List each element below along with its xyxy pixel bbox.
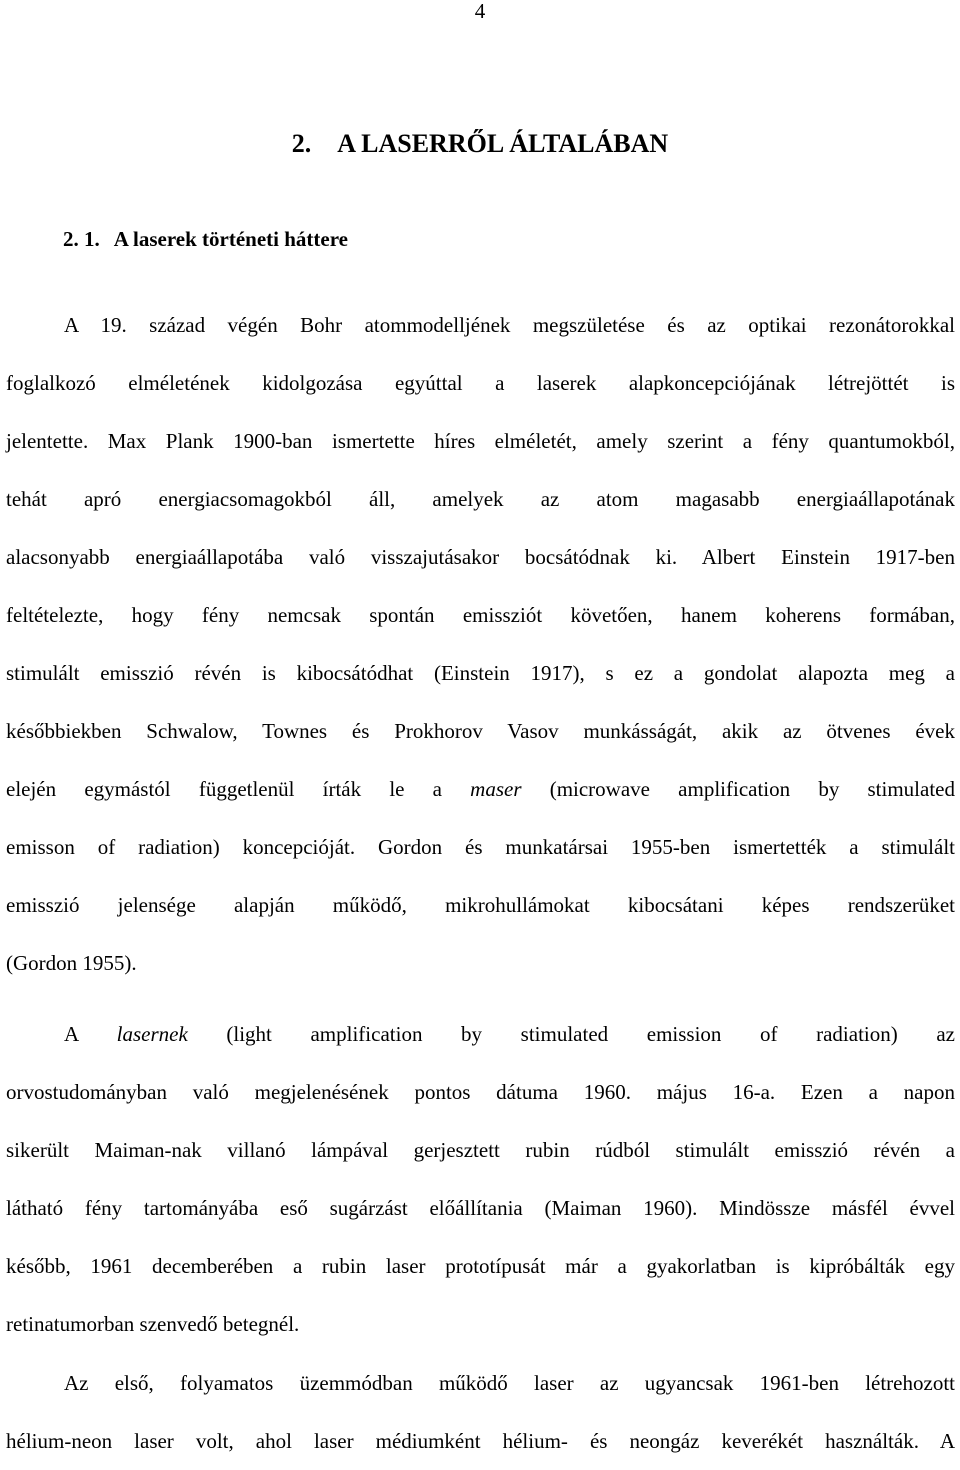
text-line: emisson of radiation) koncepcióját. Gordon és munkatársai 1955-ben ismertették a stimulált [6,835,955,859]
text-line: orvostudományban való megjelenésének pontos dátuma 1960. május 16-a. Ezen a napon [6,1080,955,1104]
text-line: foglalkozó elméletének kidolgozása egyúttal a laserek alapkoncepciójának létrejöttét is [6,371,955,395]
text-line: stimulált emisszió révén is kibocsátódhat (Einstein 1917), s ez a gondolat alapozta meg a [6,661,955,685]
text-segment: A [64,1022,117,1046]
text-line: későbbiekben Schwalow, Townes és Prokhorov Vasov munkásságát, akik az ötvenes évek [6,719,955,743]
section-title [63,224,348,254]
page-number: 4 [474,0,486,23]
text-line: Az első, folyamatos üzemmódban működő laser az ugyancsak 1961-ben létrehozott [64,1371,955,1395]
text-segment: (microwave amplification by stimulated [521,777,955,801]
text-segment: elején egymástól függetlenül írták le a [6,777,471,801]
text-line: hélium-neon laser volt, ahol laser médiumként hélium- és neongáz keverékét használták. A [6,1429,955,1453]
text-line: emisszió jelensége alapján működő, mikrohullámokat kibocsátani képes rendszerüket [6,893,955,917]
section-number: 2. 1. [63,227,100,251]
chapter-number: 2. [291,129,312,158]
chapter-title [0,127,960,161]
text-line: jelentette. Max Plank 1900-ban ismertette híres elméletét, amely szerint a fény quantumokból, [6,429,955,453]
italic-term-lasernek: lasernek [116,1022,188,1046]
text-segment: (light amplification by stimulated emission of radiation) az [187,1022,955,1046]
paragraph-3 [6,1354,955,1470]
text-line: tehát apró energiacsomagokból áll, amelyek az atom magasabb energiaállapotának [6,487,955,511]
chapter-title-text: A LASERRŐL ÁLTALÁBAN [337,129,669,158]
section-title-text: A laserek történeti háttere [113,227,348,251]
italic-term-maser: maser [470,777,522,801]
text-line: alacsonyabb energiaállapotába való visszajutásakor bocsátódnak ki. Albert Einstein 1917-ben [6,545,955,569]
text-line: sikerült Maiman-nak villanó lámpával gerjesztett rubin rúdból stimulált emisszió révén a [6,1138,955,1162]
text-line: feltételezte, hogy fény nemcsak spontán emissziót követően, hanem koherens formában, [6,603,955,627]
text-line [6,1005,955,1063]
text-line: A 19. század végén Bohr atommodelljének megszületése és az optikai rezonátorokkal [64,313,955,337]
text-line: látható fény tartományába eső sugárzást előállítania (Maiman 1960). Mindössze másfél évvel [6,1196,955,1220]
text-line: később, 1961 decemberében a rubin laser prototípusát már a gyakorlatban is kipróbálták egy [6,1254,955,1278]
text-line: (Gordon 1955). [6,951,137,975]
paragraph-1 [6,296,955,992]
paragraph-2 [6,1005,955,1353]
text-line: retinatumorban szenvedő betegnél. [6,1312,300,1336]
text-line [6,760,955,818]
